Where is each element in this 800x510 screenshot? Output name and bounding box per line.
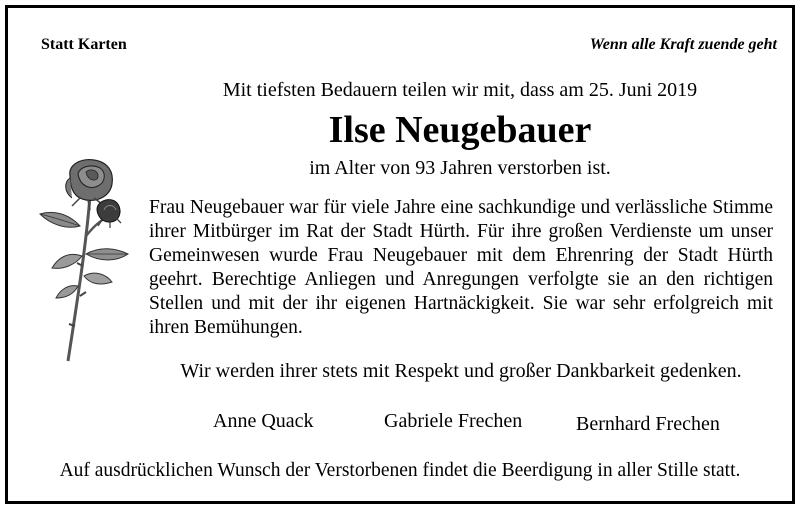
rose-icon [28,156,148,366]
thanks-line: Wir werden ihrer stets mit Respekt und großer Dankbarkeit gedenken. [180,360,742,382]
signature-1: Anne Quack [213,410,314,432]
body-text: Frau Neugebauer war für viele Jahre eine sachkundige und verlässliche Stimme ihrer Mitbürger im Rat der Stadt Hürth. Für ihre großen Verdienste um unser Gemeinwesen wurde Frau Neugebauer mit dem Ehrenring der Stadt Hürth geehrt. Berechtige Anliegen und Anregungen verfolgte sie an den richtigen Stellen und mit der ihr eigenen Hartnäckigkeit. Sie war sehr erfolgreich mit ihren Bemühungen. [149,197,773,338]
signature-2: Gabriele Frechen [384,410,523,432]
footer-note: Auf ausdrücklichen Wunsch der Verstorbenen findet die Beerdigung in aller Stille statt. [59,460,741,481]
signature-3: Bernhard Frechen [576,413,720,435]
deceased-name: Ilse Neugebauer [328,109,592,151]
header-right: Wenn alle Kraft zuende geht [589,36,777,53]
obituary-notice [5,5,795,504]
intro-line: Mit tiefsten Bedauern teilen wir mit, dass am 25. Juni 2019 [222,79,698,101]
header-left: Statt Karten [41,36,127,53]
age-line: im Alter von 93 Jahren verstorben ist. [309,157,611,179]
